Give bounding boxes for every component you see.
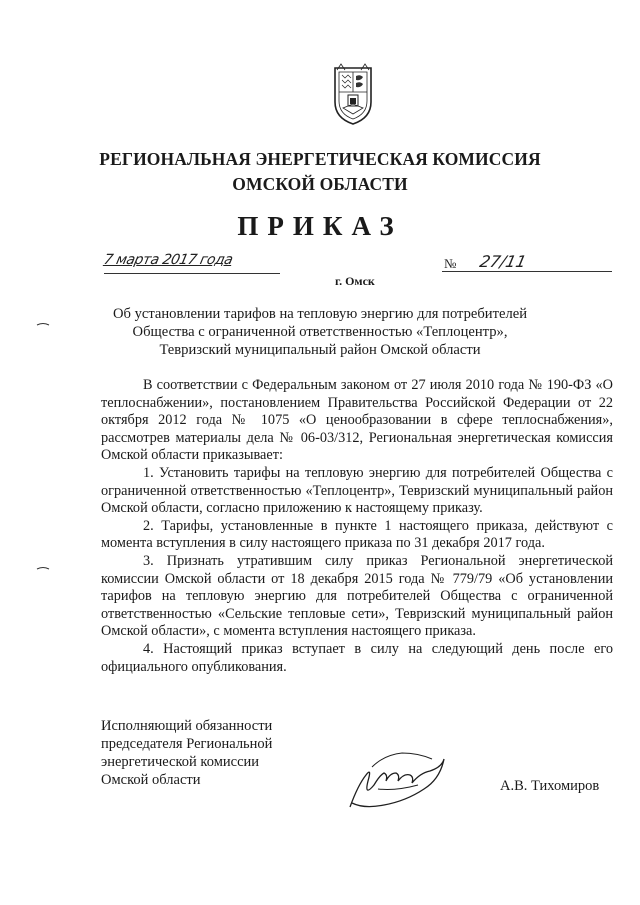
preamble-paragraph: В соответствии с Федеральным законом от 27 июля 2010 года № 190-ФЗ «О теплоснабжении», постановлением Правительства Российской Федерации от 22 октября 2012 года № 1075 «О ценообразовании в сфере теплоснабжения», рассмотрев материалы дела № 06-03/312, Региональная энергетическая комиссия Омской области приказывает: [101, 377, 613, 464]
handwritten-signature [344, 745, 449, 813]
order-body [101, 377, 613, 676]
punch-mark-icon [36, 322, 50, 326]
position-line: Омской области [101, 772, 201, 788]
document-type-title: ПРИКАЗ [237, 211, 403, 241]
signer-position [101, 717, 272, 789]
handwritten-number: 27/11 [477, 252, 529, 271]
signer-name: А.В. Тихомиров [500, 778, 600, 794]
org-name-line1: РЕГИОНАЛЬНАЯ ЭНЕРГЕТИЧЕСКАЯ КОМИССИЯ [99, 149, 541, 169]
subject-line: Тевризский муниципальный район Омской области [159, 342, 481, 358]
punch-mark-icon [36, 566, 50, 570]
position-line: Исполняющий обязанности [101, 718, 273, 734]
number-underline [442, 271, 612, 272]
position-line: председателя Региональной [101, 736, 273, 752]
subject-line: Общества с ограниченной ответственностью «Теплоцентр», [132, 324, 508, 340]
date-underline [104, 273, 280, 274]
clause-4: 4. Настоящий приказ вступает в силу на следующий день после его официального опубликования. [101, 640, 613, 675]
order-subject [80, 305, 560, 359]
handwritten-date: 7 марта 2017 года [102, 252, 235, 268]
clause-1: 1. Установить тарифы на тепловую энергию для потребителей Общества с ограниченной ответственностью «Теплоцентр», Тевризский муниципальный район Омской области, согласно приложению к настоящему приказу. [101, 464, 613, 517]
coat-of-arms-icon [331, 62, 375, 126]
subject-line: Об установлении тарифов на тепловую энергию для потребителей [112, 306, 528, 322]
number-label: № [444, 256, 457, 271]
position-line: энергетической комиссии [101, 754, 260, 770]
clause-3: 3. Признать утратившим силу приказ Региональной энергетической комиссии Омской области от 18 декабря 2015 года № 779/79 «Об установлении тарифов на тепловую энергию для потребителей Общества с ограниченной ответственностью «Сельские тепловые сети», Тевризский муниципальный район Омской области», с момента вступления настоящего приказа. [101, 552, 613, 640]
city-label: г. Омск [335, 274, 375, 288]
clause-2: 2. Тарифы, установленные в пункте 1 настоящего приказа, действуют с момента вступления в силу настоящего приказа по 31 декабря 2017 года. [101, 517, 613, 552]
org-name-line2: ОМСКОЙ ОБЛАСТИ [232, 174, 408, 194]
